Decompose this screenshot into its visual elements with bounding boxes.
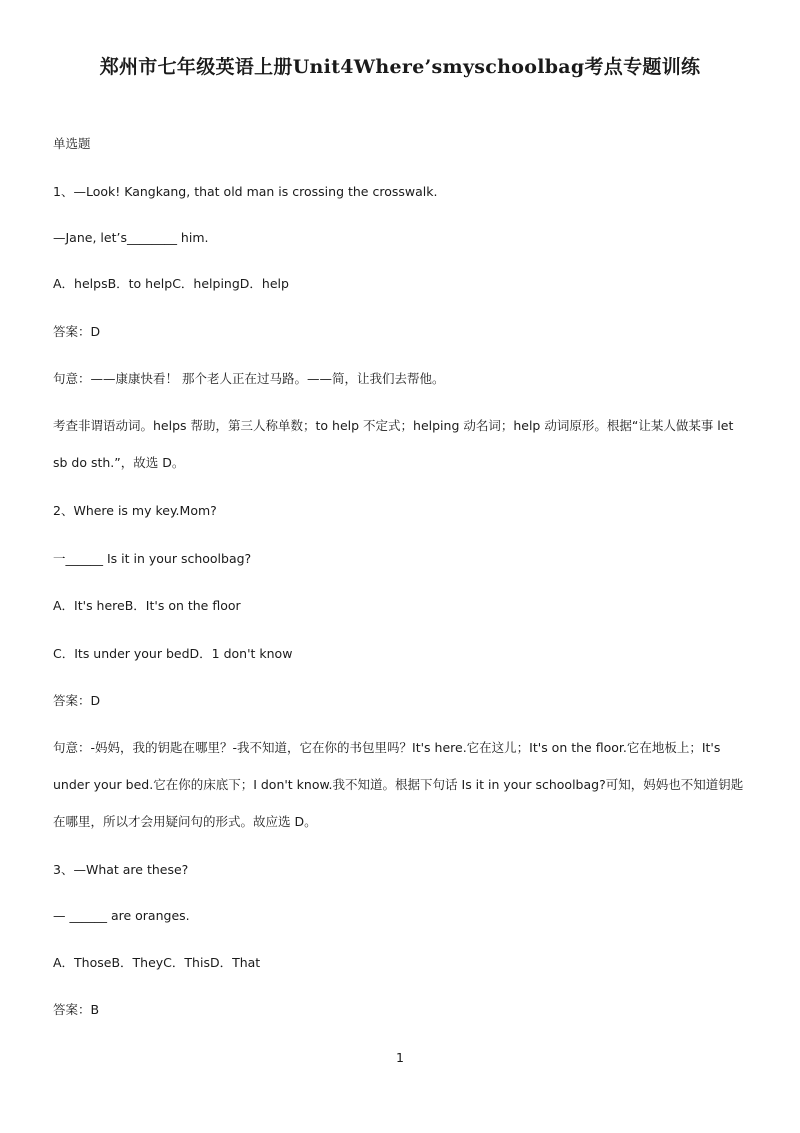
question-1-answer: 答案：D — [53, 324, 101, 339]
question-1-options: A．helpsB．to helpC．helpingD．help — [53, 276, 289, 291]
page-number: 1 — [396, 1050, 404, 1065]
question-1-line2: —Jane, let’s________ him. — [53, 230, 209, 245]
question-2-options-2: C．Its under your bedD．1 don't know — [53, 646, 293, 661]
question-2-options-1: A．It's hereB．It's on the floor — [53, 598, 241, 613]
question-1-stem: 1、—Look! Kangkang, that old man is crossing the crosswalk. — [53, 184, 438, 199]
question-2-answer: 答案：D — [53, 693, 101, 708]
question-2-line2: 一______ Is it in your schoolbag? — [53, 551, 252, 566]
question-2-stem: 2、Where is my key.Mom? — [53, 503, 217, 518]
question-3-answer: 答案：B — [53, 1002, 100, 1017]
question-3-options: A．ThoseB．TheyC．ThisD．That — [53, 955, 261, 970]
section-heading: 单选题 — [53, 136, 91, 151]
document-title: 郑州市七年级英语上册Unit4Where’smyschoolbag考点专题训练 — [99, 56, 701, 78]
question-3-line2: — ______ are oranges. — [53, 908, 190, 923]
question-1-meaning: 句意：——康康快看！ 那个老人正在过马路。——简，让我们去帮他。 — [53, 371, 445, 386]
question-1-analysis: 考查非谓语动词。helps 帮助，第三人称单数；to help 不定式；helping 动名词；help 动词原形。根据“让某人做某事 let sb do sth.”，故选 D。 — [53, 418, 734, 470]
question-2-analysis: 句意：-妈妈，我的钥匙在哪里？-我不知道，它在你的书包里吗？It's here.它在这儿；It's on the floor.它在地板上；It's under your bed.它在你的床底下；I don't know.我不知道。根据下句话 Is it in your schoolbag?可知，妈妈也不知道钥匙在哪里，所以才会用疑问句的形式。故应选 D。 — [53, 740, 744, 829]
question-3-stem: 3、—What are these? — [53, 862, 189, 877]
